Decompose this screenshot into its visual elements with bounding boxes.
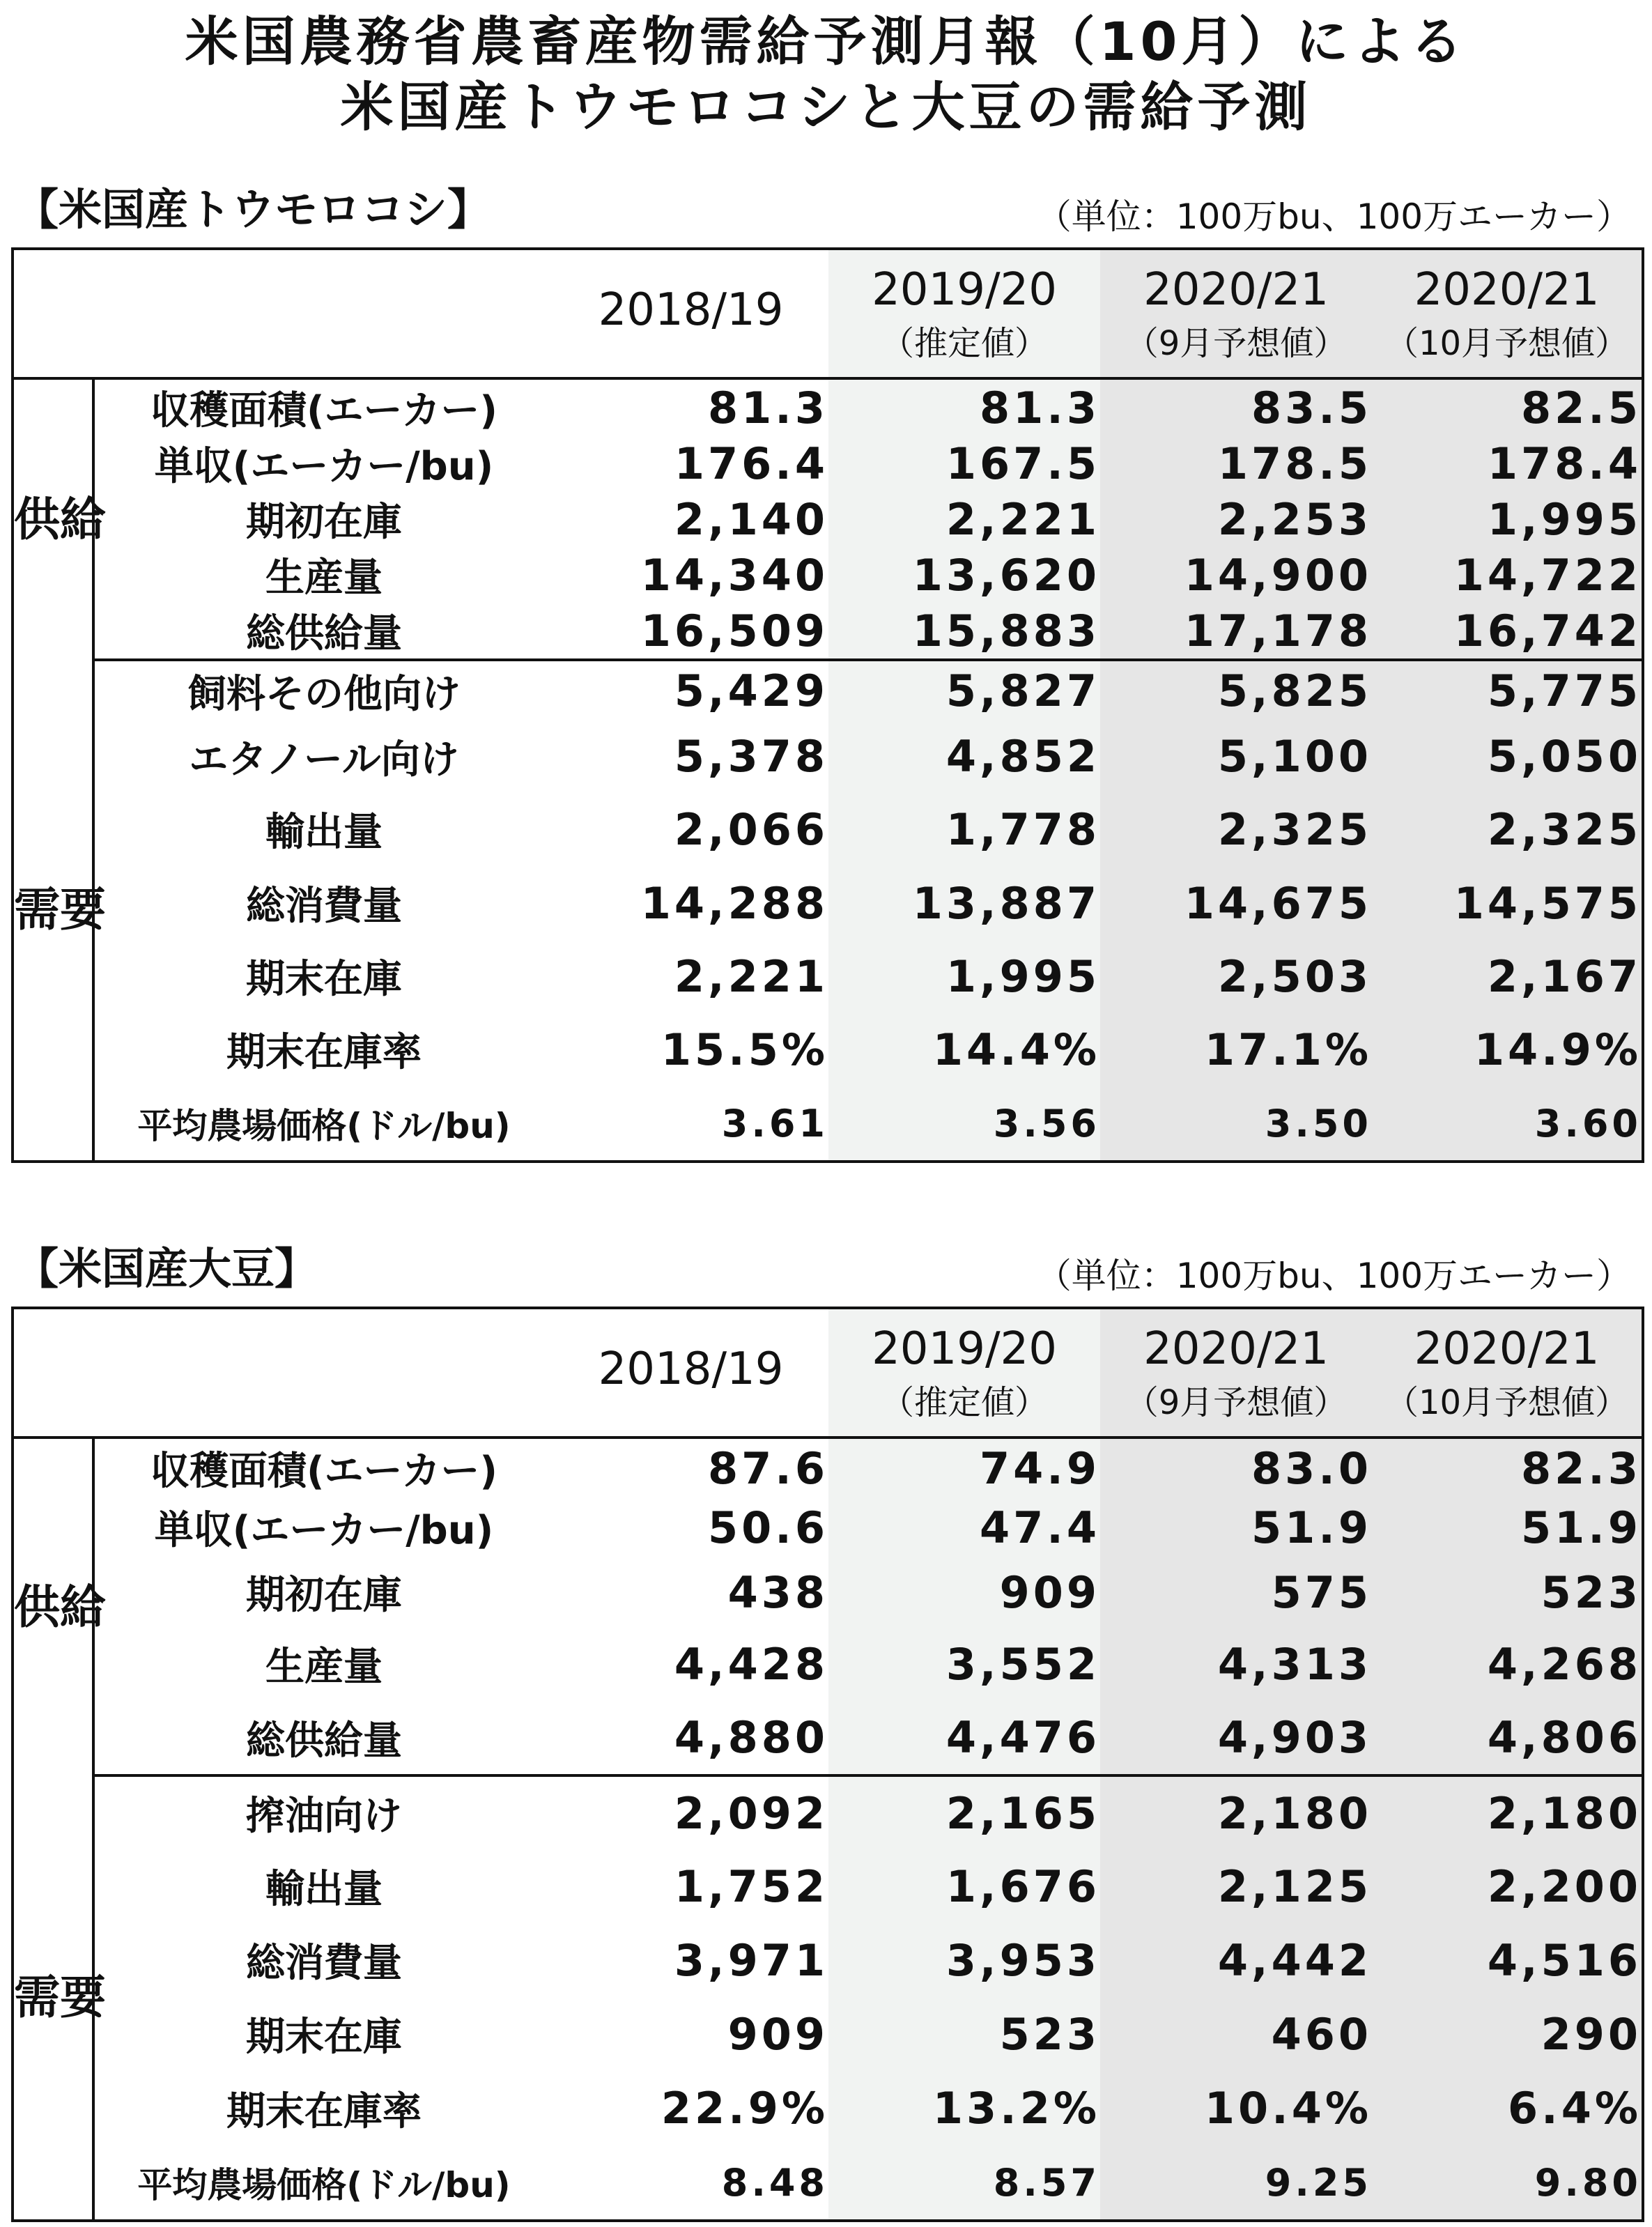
- value-cell: 14,575: [1372, 866, 1643, 940]
- value-cell: 5,378: [674, 731, 828, 782]
- corn-header-year-3: 2020/21 （9月予想値）: [1100, 249, 1372, 378]
- supply-category-label: 供給: [13, 378, 93, 660]
- value-cell: 51.9: [1372, 1497, 1643, 1557]
- row-label: 平均農場価格(ドル/bu): [137, 2165, 511, 2205]
- table-row: [13, 2071, 1643, 2145]
- value-cell: 2,167: [1372, 940, 1643, 1012]
- value-cell: 14,675: [1100, 866, 1372, 940]
- value-cell: 2,140: [674, 493, 828, 545]
- value-cell: 523: [828, 1997, 1100, 2071]
- row-label: 期末在庫: [246, 957, 402, 1002]
- value-cell: 82.5: [1372, 378, 1643, 436]
- corn-unit-note: （単位：100万bu、100万エーカー）: [1036, 196, 1631, 237]
- value-cell: 290: [1372, 1997, 1643, 2071]
- row-label: 期初在庫: [246, 1573, 402, 1618]
- value-cell: 5,429: [674, 665, 828, 716]
- table-row: [13, 2145, 1643, 2221]
- value-cell: 5,050: [1372, 720, 1643, 792]
- value-cell: 178.4: [1372, 436, 1643, 491]
- value-cell: 74.9: [828, 1438, 1100, 1497]
- table-row: [13, 1627, 1643, 1701]
- value-cell: 1,995: [828, 940, 1100, 1012]
- value-cell: 13,620: [828, 547, 1100, 603]
- corn-section-title: 【米国産トウモロコシ】: [15, 184, 491, 235]
- row-label: 期末在庫率: [226, 1030, 422, 1075]
- soy-header-row: [13, 1308, 1643, 1438]
- value-cell: 13.2%: [828, 2071, 1100, 2145]
- value-cell: 16,742: [1372, 603, 1643, 660]
- value-cell: 8.57: [828, 2145, 1100, 2221]
- value-cell: 178.5: [1100, 436, 1372, 491]
- value-cell: 81.3: [828, 378, 1100, 436]
- value-cell: 4,852: [828, 720, 1100, 792]
- row-label: 総供給量: [93, 603, 553, 660]
- value-cell: 5,825: [1100, 660, 1372, 720]
- corn-header-year-2: 2019/20 （推定値）: [828, 249, 1100, 378]
- soy-header-year-2: 2019/20 （推定値）: [828, 1308, 1100, 1438]
- value-cell: 3.60: [1372, 1086, 1643, 1162]
- value-cell: 4,806: [1372, 1701, 1643, 1775]
- demand-category-label: 需要: [13, 1775, 93, 2221]
- row-label: 生産量: [265, 555, 383, 601]
- value-cell: 2,325: [1372, 792, 1643, 866]
- table-row: [13, 603, 1643, 660]
- table-row: [13, 1497, 1643, 1557]
- value-cell: 50.6: [708, 1502, 828, 1553]
- value-cell: 3,953: [828, 1923, 1100, 1997]
- value-cell: 2,253: [1100, 491, 1372, 547]
- table-row: [13, 436, 1643, 491]
- value-cell: 3.56: [828, 1086, 1100, 1162]
- value-cell: 13,887: [828, 866, 1100, 940]
- demand-category-label: 需要: [13, 660, 93, 1162]
- value-cell: 4,516: [1372, 1923, 1643, 1997]
- row-label: 平均農場価格(ドル/bu): [137, 1106, 511, 1146]
- value-cell: 14.9%: [1372, 1012, 1643, 1086]
- row-label: 期初在庫: [246, 500, 402, 545]
- value-cell: 9.80: [1372, 2145, 1643, 2221]
- table-row: [13, 378, 1643, 436]
- value-cell: 17,178: [1100, 603, 1372, 660]
- table-row: [13, 866, 1643, 940]
- value-cell: 14,288: [640, 877, 828, 929]
- table-row: [13, 547, 1643, 603]
- value-cell: 2,125: [1100, 1849, 1372, 1923]
- value-cell: 6.4%: [1372, 2071, 1643, 2145]
- value-cell: 909: [828, 1557, 1100, 1627]
- row-label: 輸出量: [265, 1867, 383, 1912]
- value-cell: 4,903: [1100, 1701, 1372, 1775]
- value-cell: 176.4: [674, 438, 828, 489]
- row-label: 収穫面積(エーカー): [150, 388, 498, 433]
- value-cell: 2,180: [1100, 1775, 1372, 1849]
- table-row: [13, 1997, 1643, 2071]
- value-cell: 87.6: [708, 1442, 828, 1494]
- value-cell: 51.9: [1100, 1497, 1372, 1557]
- value-cell: 81.3: [708, 382, 828, 433]
- soy-header-year-3: 2020/21 （9月予想値）: [1100, 1308, 1372, 1438]
- value-cell: 2,066: [674, 803, 828, 855]
- value-cell: 3,552: [828, 1627, 1100, 1701]
- value-cell: 5,827: [828, 660, 1100, 720]
- soy-table: [11, 1307, 1644, 2222]
- row-label: 飼料その他向け: [187, 671, 461, 717]
- soy-header-year-4: 2020/21 （10月予想値）: [1372, 1308, 1643, 1438]
- corn-table: [11, 247, 1644, 1163]
- value-cell: 8.48: [721, 2160, 828, 2205]
- table-row: [13, 1701, 1643, 1775]
- corn-header-year-1: 2018/19: [553, 249, 828, 378]
- table-row: [13, 1012, 1643, 1086]
- supply-category-label: 供給: [13, 1438, 93, 1775]
- soy-unit-note: （単位：100万bu、100万エーカー）: [1036, 1256, 1631, 1296]
- row-label: 単収(エーカー/bu): [154, 1508, 494, 1553]
- value-cell: 2,165: [828, 1775, 1100, 1849]
- value-cell: 9.25: [1100, 2145, 1372, 2221]
- value-cell: 2,325: [1100, 792, 1372, 866]
- value-cell: 82.3: [1372, 1438, 1643, 1497]
- row-label: エタノール向け: [189, 737, 459, 783]
- value-cell: 4,880: [553, 1701, 828, 1775]
- corn-header-blank: [13, 249, 553, 378]
- value-cell: 438: [727, 1566, 828, 1618]
- value-cell: 4,428: [674, 1638, 828, 1690]
- value-cell: 5,775: [1372, 660, 1643, 720]
- soy-header-blank: [13, 1308, 553, 1438]
- value-cell: 2,503: [1100, 940, 1372, 1012]
- value-cell: 22.9%: [661, 2083, 828, 2134]
- value-cell: 2,200: [1372, 1849, 1643, 1923]
- value-cell: 3.61: [721, 1101, 828, 1146]
- value-cell: 1,778: [828, 792, 1100, 866]
- soy-header-year-1: 2018/19: [553, 1308, 828, 1438]
- value-cell: 14.4%: [828, 1012, 1100, 1086]
- value-cell: 2,092: [674, 1787, 828, 1839]
- value-cell: 14,900: [1100, 547, 1372, 603]
- table-row: [13, 1438, 1643, 1497]
- value-cell: 909: [727, 2008, 828, 2060]
- table-row: [13, 792, 1643, 866]
- row-label: 生産量: [265, 1644, 383, 1690]
- value-cell: 17.1%: [1100, 1012, 1372, 1086]
- row-label: 搾油向け: [246, 1794, 402, 1839]
- corn-header-row: [13, 249, 1643, 378]
- value-cell: 16,509: [553, 603, 828, 660]
- value-cell: 2,221: [674, 950, 828, 1002]
- value-cell: 575: [1100, 1557, 1372, 1627]
- table-row: [13, 1086, 1643, 1162]
- table-row: [13, 720, 1643, 792]
- row-label: 総消費量: [246, 884, 402, 929]
- value-cell: 1,676: [828, 1849, 1100, 1923]
- value-cell: 47.4: [828, 1497, 1100, 1557]
- value-cell: 15,883: [828, 603, 1100, 660]
- value-cell: 523: [1372, 1557, 1643, 1627]
- value-cell: 3.50: [1100, 1086, 1372, 1162]
- value-cell: 83.5: [1100, 378, 1372, 436]
- row-label: 収穫面積(エーカー): [150, 1449, 498, 1494]
- table-row: [13, 660, 1643, 720]
- value-cell: 15.5%: [661, 1024, 828, 1075]
- value-cell: 14,722: [1372, 547, 1643, 603]
- value-cell: 10.4%: [1100, 2071, 1372, 2145]
- table-row: [13, 1923, 1643, 1997]
- value-cell: 4,268: [1372, 1627, 1643, 1701]
- row-label: 単収(エーカー/bu): [154, 444, 494, 489]
- table-row: [13, 1849, 1643, 1923]
- corn-header-year-4: 2020/21 （10月予想値）: [1372, 249, 1643, 378]
- value-cell: 4,313: [1100, 1627, 1372, 1701]
- value-cell: 4,442: [1100, 1923, 1372, 1997]
- table-row: [13, 1775, 1643, 1849]
- value-cell: 460: [1100, 1997, 1372, 2071]
- value-cell: 83.0: [1100, 1438, 1372, 1497]
- value-cell: 2,180: [1372, 1775, 1643, 1849]
- page-title-line2: 米国産トウモロコシと大豆の需給予測: [340, 76, 1312, 138]
- value-cell: 5,100: [1100, 720, 1372, 792]
- value-cell: 2,221: [828, 491, 1100, 547]
- value-cell: 14,340: [640, 549, 828, 601]
- page-title-line1: 米国農務省農畜産物需給予測月報（10月）による: [185, 10, 1467, 72]
- table-row: [13, 1557, 1643, 1627]
- row-label: 総供給量: [93, 1701, 553, 1775]
- table-row: [13, 940, 1643, 1012]
- value-cell: 1,752: [674, 1860, 828, 1912]
- soy-section-title: 【米国産大豆】: [15, 1243, 318, 1294]
- row-label: 期末在庫率: [226, 2088, 422, 2134]
- row-label: 期末在庫: [246, 2014, 402, 2060]
- value-cell: 4,476: [828, 1701, 1100, 1775]
- row-label: 総消費量: [246, 1941, 402, 1986]
- table-row: [13, 491, 1643, 547]
- value-cell: 1,995: [1372, 491, 1643, 547]
- value-cell: 3,971: [674, 1934, 828, 1986]
- value-cell: 167.5: [828, 436, 1100, 491]
- row-label: 輸出量: [265, 810, 383, 855]
